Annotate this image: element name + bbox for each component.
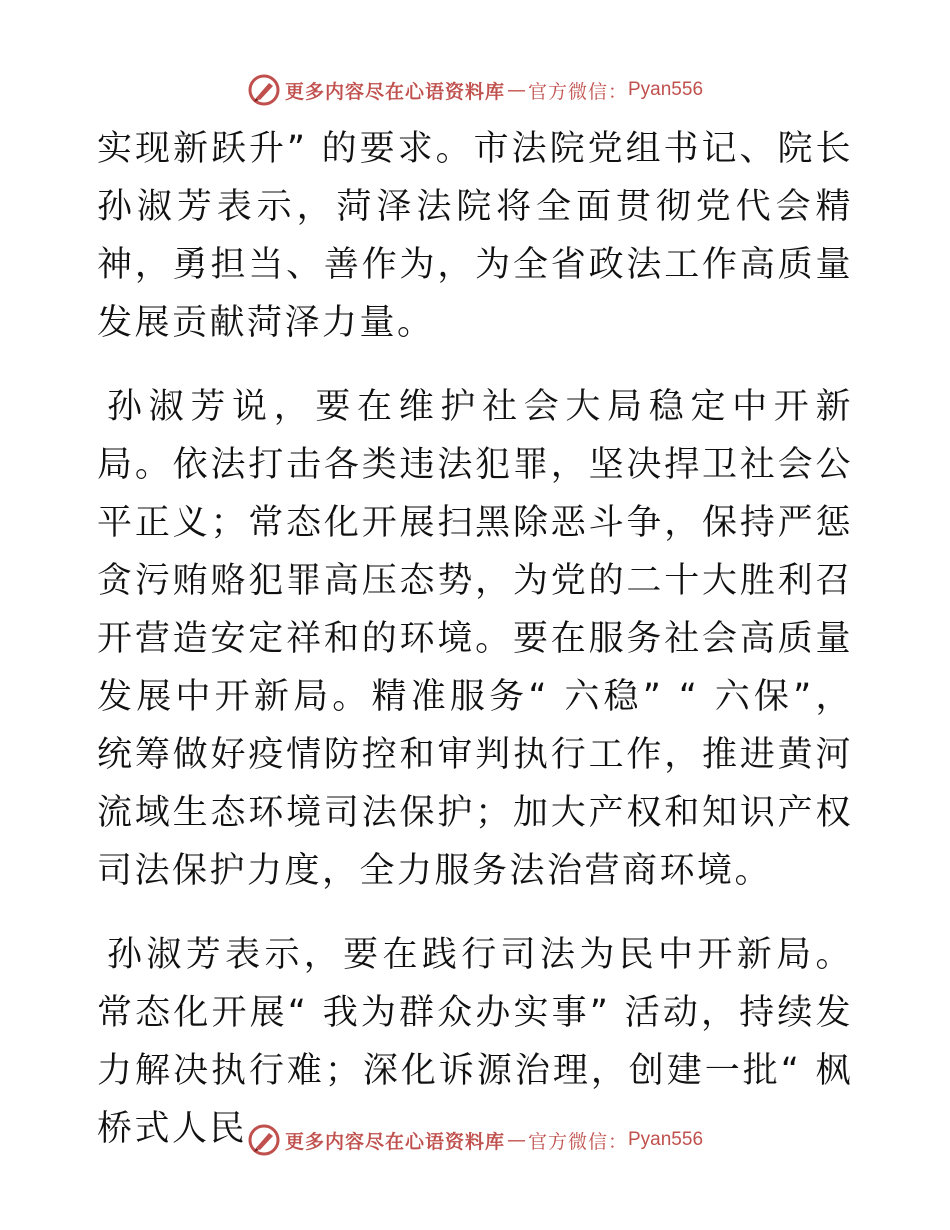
footer-banner (0, 1120, 950, 1160)
paragraph-3: 孙淑芳表示，要在践行司法为民中开新局。常态化开展“ 我为群众办实事” 活动，持续发力解决执行难；深化诉源治理，创建一批“ 枫桥式人民 (97, 935, 853, 1149)
wechat-id: Pyan556 (628, 1129, 704, 1150)
pen-logo-icon (247, 1123, 281, 1157)
paragraph-1: 实现新跃升” 的要求。市法院党组书记、院长孙淑芳表示，菏泽法院将全面贯彻党代会精神，勇担当、善作为，为全省政法工作高质量发展贡献菏泽力量。 (97, 129, 853, 343)
wechat-label: 官方微信： (527, 1130, 628, 1153)
wechat-label: 官方微信： (527, 80, 628, 103)
pen-logo-icon (247, 73, 281, 107)
promo-text: 更多内容尽在心语资料库 (284, 1130, 505, 1153)
promo-text: 更多内容尽在心语资料库 (284, 80, 505, 103)
header-banner (0, 70, 950, 110)
separator: — (506, 1129, 526, 1151)
paragraph-2: 孙淑芳说，要在维护社会大局稳定中开新局。依法打击各类违法犯罪，坚决捍卫社会公平正义；常态化开展扫黑除恶斗争，保持严惩贪污贿赂犯罪高压态势，为党的二十大胜利召开营造安定祥和的环境。要在服务社会高质量发展中开新局。精准服务“ 六稳” “ 六保”，统筹做好疫情防控和审判执行工作，推进黄河流域生态环境司法保护；加大产权和知识产权司法保护力度，全力服务法治营商环境。 (97, 387, 853, 891)
wechat-id: Pyan556 (628, 79, 704, 100)
document-body (97, 120, 853, 1158)
separator: — (506, 79, 526, 101)
